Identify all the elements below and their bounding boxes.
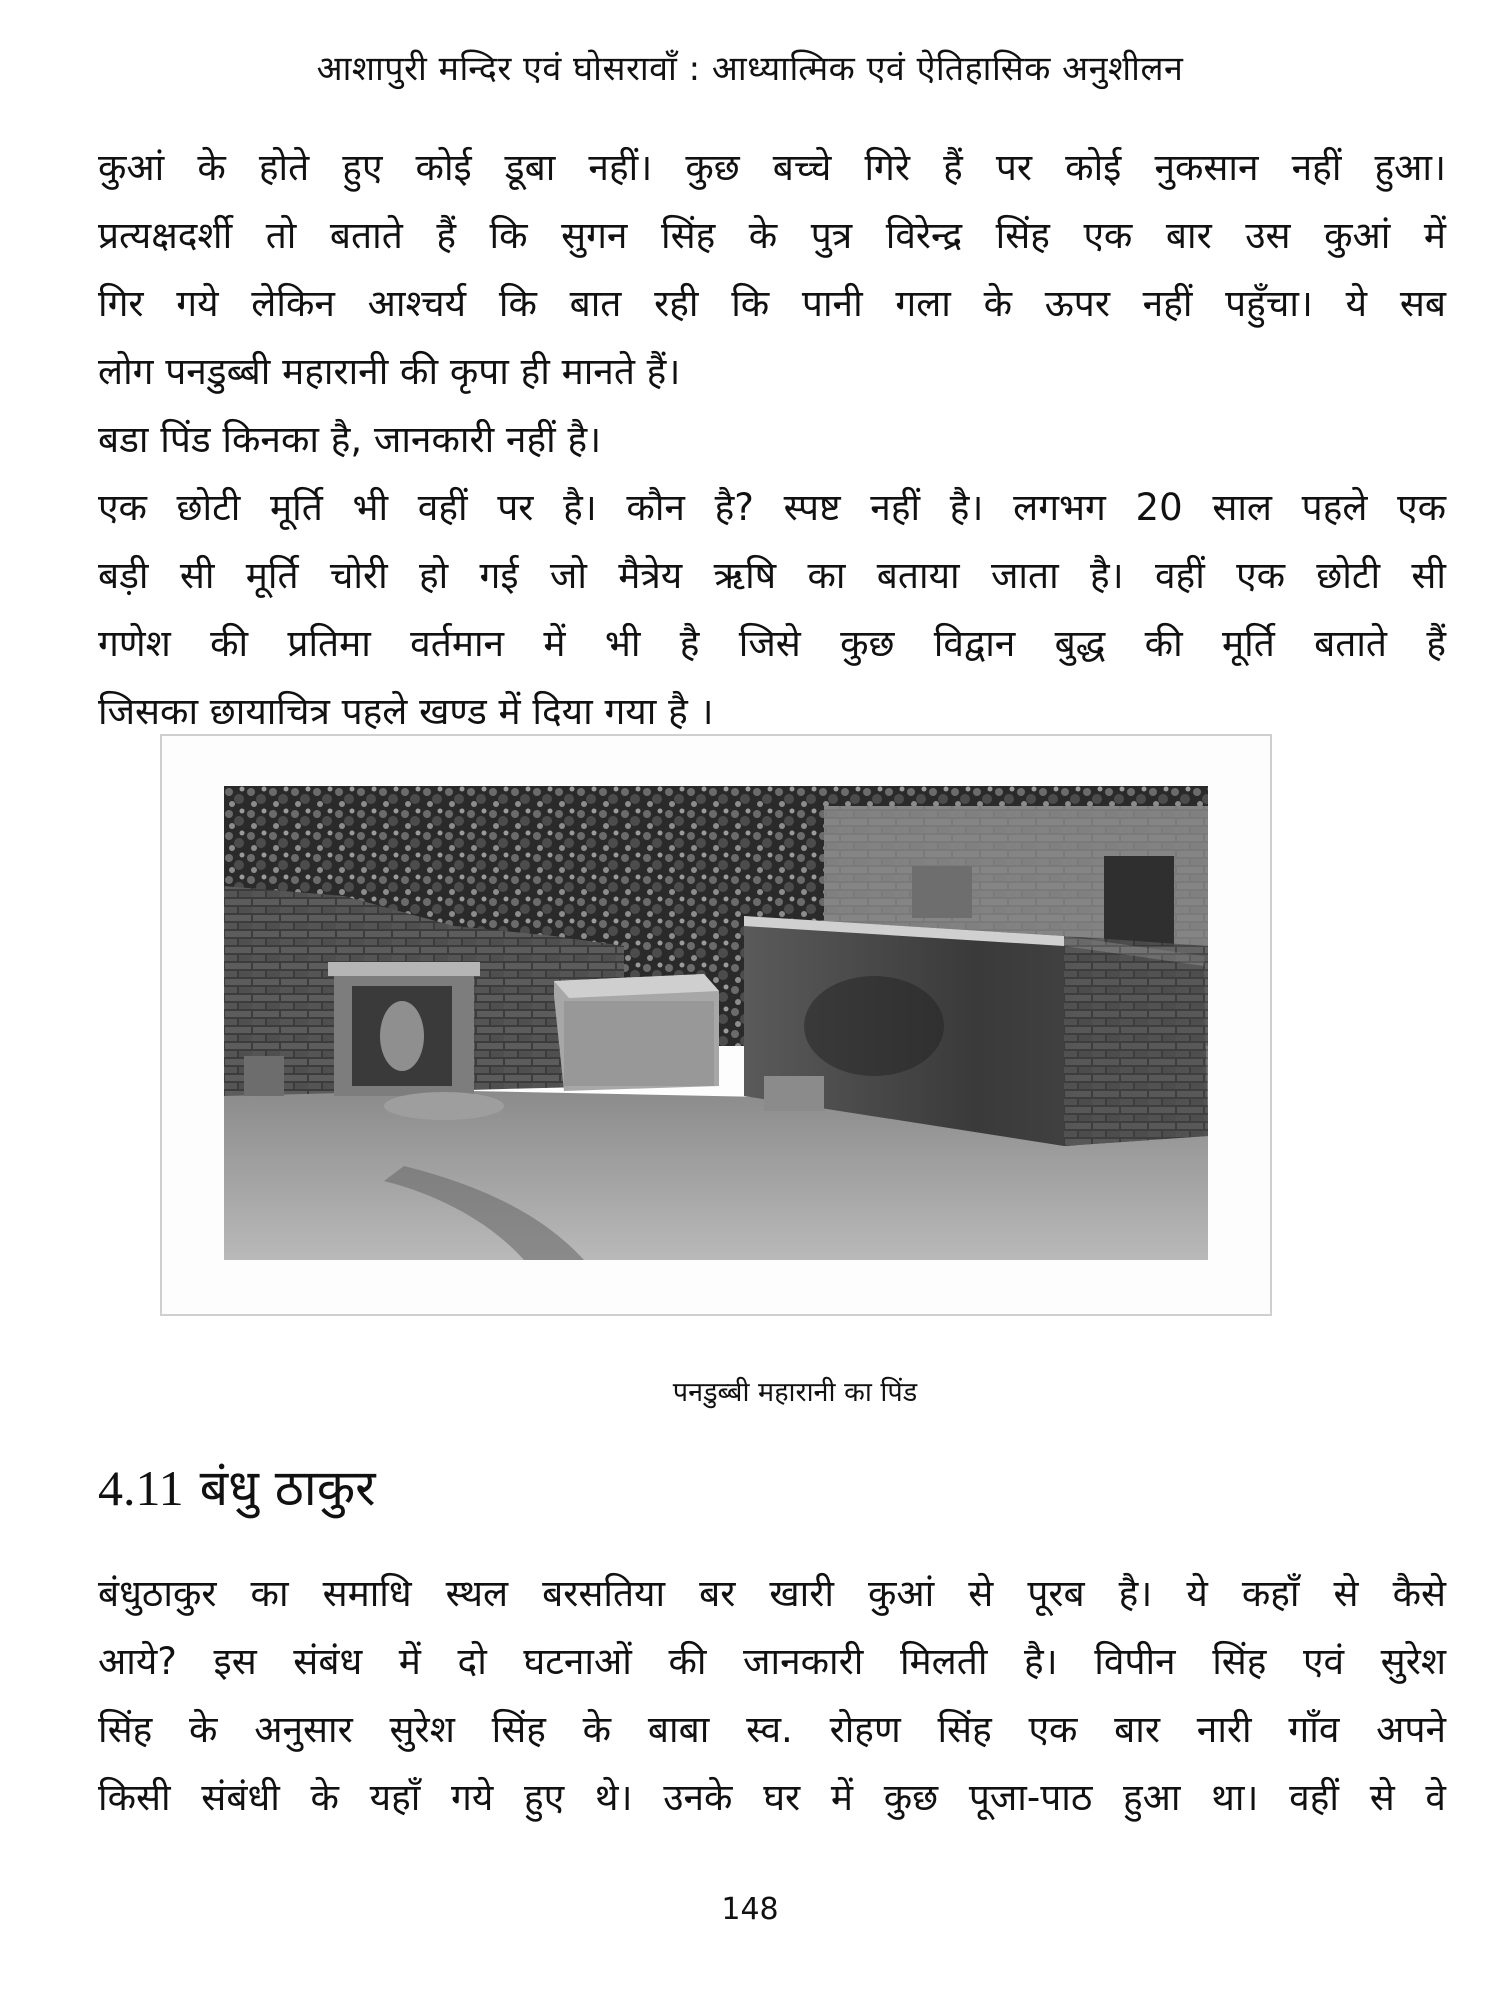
text-line: बंधुठाकुर का समाधि स्थल बरसतिया बर खारी कुआं से पूरब है। ये कहाँ से कैसे — [98, 1572, 1446, 1615]
text-line: सिंह के अनुसार सुरेश सिंह के बाबा स्व. रोहण सिंह एक बार नारी गाँव अपने — [98, 1708, 1446, 1751]
section-heading — [98, 1458, 376, 1518]
shrine-photo — [224, 786, 1208, 1260]
text-line: गिर गये लेकिन आश्चर्य कि बात रही कि पानी गला के ऊपर नहीं पहुँचा। ये सब — [98, 282, 1446, 325]
text-line: आये? इस संबंध में दो घटनाओं की जानकारी मिलती है। विपीन सिंह एवं सुरेश — [98, 1640, 1446, 1683]
text-line: लोग पनडुब्बी महारानी की कृपा ही मानते हैं। — [98, 350, 681, 393]
body-text-top — [98, 134, 1446, 746]
section-title: बंधु ठाकुर — [199, 1459, 376, 1517]
text-line: बड़ी सी मूर्ति चोरी हो गई जो मैत्रेय ऋषि का बताया जाता है। वहीं एक छोटी सी — [98, 554, 1446, 597]
text-line: किसी संबंधी के यहाँ गये हुए थे। उनके घर में कुछ पूजा-पाठ हुआ था। वहीं से वे — [98, 1776, 1446, 1819]
text-line: जिसका छायाचित्र पहले खण्ड में दिया गया है । — [98, 690, 714, 733]
figure-caption: पनडुब्बी महारानी का पिंड — [672, 1377, 918, 1408]
page-number: 148 — [721, 1892, 779, 1927]
photo-figure — [160, 734, 1272, 1316]
text-line: एक छोटी मूर्ति भी वहीं पर है। कौन है? स्पष्ट नहीं है। लगभग 20 साल पहले एक — [98, 486, 1446, 529]
body-text-bottom — [98, 1560, 1446, 1832]
section-number: 4.11 — [98, 1460, 184, 1516]
text-line: बडा पिंड किनका है, जानकारी नहीं है। — [98, 418, 602, 461]
text-line: गणेश की प्रतिमा वर्तमान में भी है जिसे कुछ विद्वान बुद्ध की मूर्ति बताते हैं — [98, 622, 1446, 665]
text-line: प्रत्यक्षदर्शी तो बताते हैं कि सुगन सिंह के पुत्र विरेन्द्र सिंह एक बार उस कुआं में — [98, 214, 1446, 257]
text-line: कुआं के होते हुए कोई डूबा नहीं। कुछ बच्चे गिरे हैं पर कोई नुकसान नहीं हुआ। — [98, 146, 1446, 189]
running-header: आशापुरी मन्दिर एवं घोसरावाँ : आध्यात्मिक एवं ऐतिहासिक अनुशीलन — [316, 49, 1184, 89]
